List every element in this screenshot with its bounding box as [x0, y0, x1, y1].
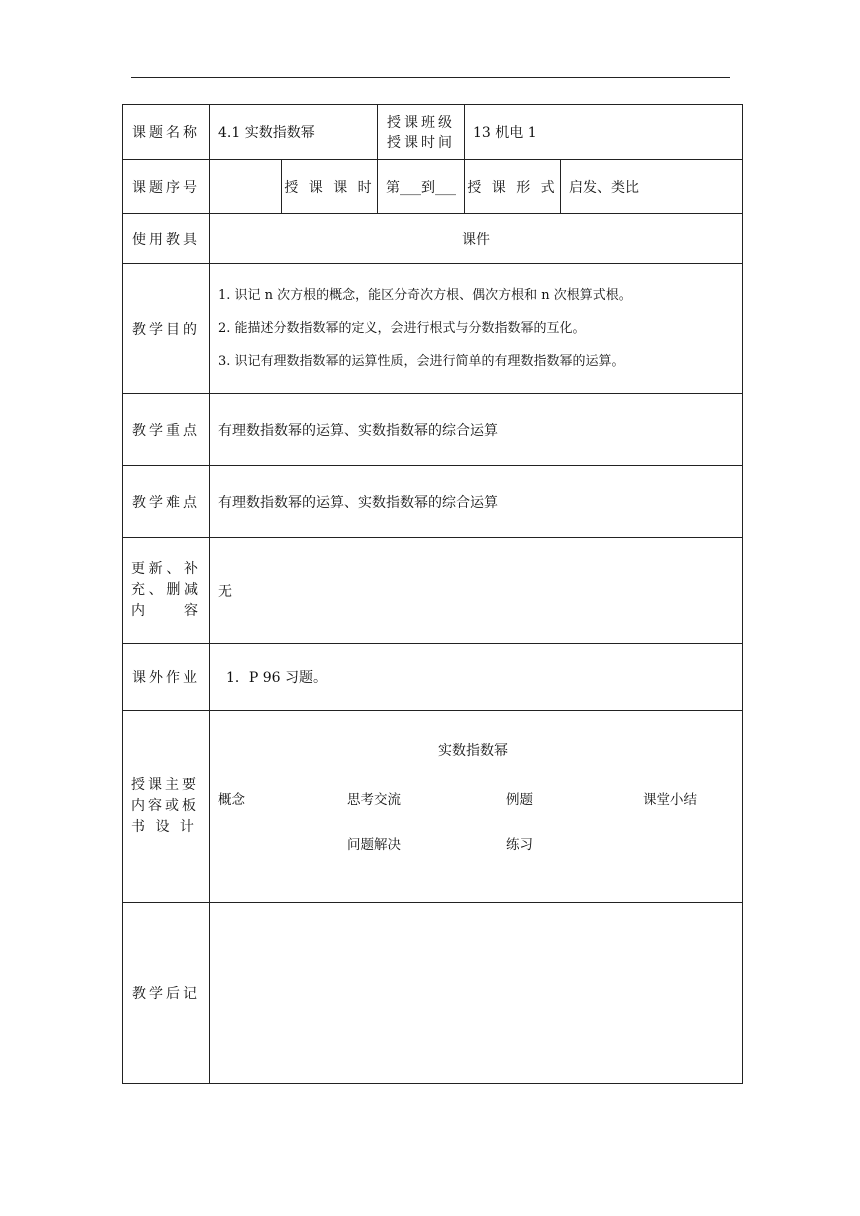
aims-list: [210, 264, 743, 394]
row-key-points: [123, 394, 743, 466]
notes-value: [210, 903, 743, 1084]
class-label: 授课班级: [387, 115, 455, 131]
hours-value: 第___到___: [378, 160, 465, 214]
board-item: 练习: [506, 837, 533, 853]
board-item: 概念: [218, 792, 245, 808]
form-label: 授 课 形 式: [465, 160, 561, 214]
board-label: 授课主要 内容或板 书 设 计: [123, 711, 210, 903]
aim-item: 3. 识记有理数指数幂的运算性质，会进行简单的有理数指数幂的运算。: [218, 354, 625, 369]
row-notes: [123, 903, 743, 1084]
topic-value: 4.1 实数指数幂: [210, 105, 378, 160]
board-item: 问题解决: [347, 837, 401, 853]
updates-value: 无: [210, 538, 743, 644]
board-title: 实数指数幂: [438, 743, 508, 759]
aims-label: 教学目的: [123, 264, 210, 394]
row-topic: [123, 105, 743, 160]
row-difficulties: [123, 466, 743, 538]
board-design: [210, 711, 743, 903]
lesson-plan-table: [122, 104, 743, 1084]
key-points-label: 教学重点: [123, 394, 210, 466]
aim-item: 1. 识记 n 次方根的概念，能区分奇次方根、偶次方根和 n 次根算式根。: [218, 288, 632, 303]
header-rule: [131, 77, 730, 78]
row-sequence: [123, 160, 743, 214]
class-value: 13 机电 1: [465, 105, 743, 160]
row-tools: [123, 214, 743, 264]
form-value: 启发、类比: [561, 160, 743, 214]
difficulties-label: 教学难点: [123, 466, 210, 538]
seq-label: 课题序号: [123, 160, 210, 214]
row-updates: [123, 538, 743, 644]
board-item: 课堂小结: [643, 792, 697, 808]
board-item: 例题: [506, 792, 533, 808]
tools-label: 使用教具: [123, 214, 210, 264]
seq-value: [210, 160, 282, 214]
tools-value: 课件: [210, 214, 743, 264]
row-board: [123, 711, 743, 903]
homework-value: 1．P 96 习题。: [210, 644, 743, 711]
difficulties-value: 有理数指数幂的运算、实数指数幂的综合运算: [210, 466, 743, 538]
updates-label: 更 新 、 补 充 、 删 减 内 容: [123, 538, 210, 644]
aim-item: 2. 能描述分数指数幂的定义，会进行根式与分数指数幂的互化。: [218, 321, 586, 336]
class-time-label: [378, 105, 465, 160]
key-points-value: 有理数指数幂的运算、实数指数幂的综合运算: [210, 394, 743, 466]
homework-label: 课外作业: [123, 644, 210, 711]
hours-label: 授 课 课 时: [282, 160, 378, 214]
row-homework: [123, 644, 743, 711]
board-item: 思考交流: [347, 792, 401, 808]
row-aims: [123, 264, 743, 394]
topic-label: 课题名称: [123, 105, 210, 160]
notes-label: 教学后记: [123, 903, 210, 1084]
time-label: 授课时间: [387, 135, 455, 151]
